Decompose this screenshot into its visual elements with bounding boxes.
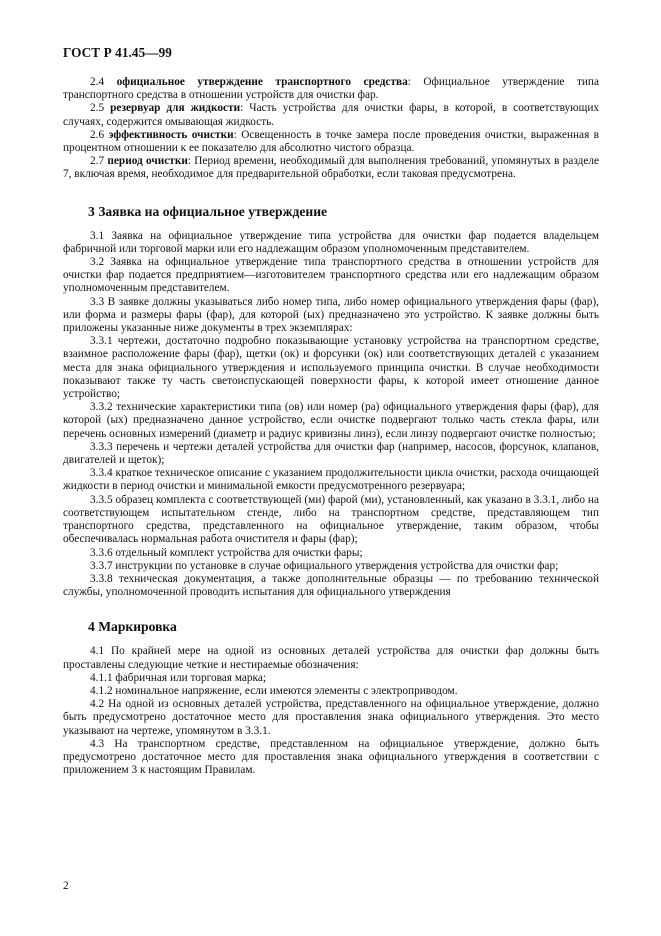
definition-text: : Освещенность в точке замера после проведения очистки, выраженная в процентном отношении к ее показателю для абсолютно чистого образца.	[63, 128, 600, 155]
clause-paragraph: 3.3.7 инструкции по установке в случае официального утверждения устройства для очистки фар;	[90, 559, 559, 572]
defined-term: эффективность очистки	[108, 128, 234, 141]
clause-paragraph: 3.3.5 образец комплекта с соответствующей (ми) фарой (ми), установленный, как указано в 3.3.1, либо на соответствующем испытательном стенде, либо на транспортном средстве, представляющем тип транспортного средства, представленного на официальное утверждение, таким образом, чтобы обеспечивалась нормальная работа очистителя и фары (фар);	[63, 493, 599, 546]
definition-text: : Период времени, необходимый для выполнения требований, упомянутых в разделе 7, включая время, необходимое для предварительной обработки, если таковая предусмотрена.	[63, 155, 599, 181]
clause-paragraph: 4.1.2 номинальное напряжение, если имеются элементы с электроприводом.	[90, 684, 458, 697]
document-body	[63, 76, 599, 777]
clause-paragraph: 4.1 По крайней мере на одной из основных деталей устройства для очистки фар должны быть проставлены следующие четкие и нестираемые обозначения:	[63, 645, 599, 671]
definition-paragraph	[63, 76, 599, 102]
clause-paragraph: 3.2 Заявка на официальное утверждение типа транспортного средства в отношении устройств для очистки фар подается предприятием—изготовителем транспортного средства или его надлежащим образом уполномоченным представителем.	[63, 256, 599, 295]
defined-term: официальное утверждение транспортного средства	[116, 76, 408, 88]
clause-paragraph: 3.3.4 краткое техническое описание с указанием продолжительности цикла очистки, расхода очищающей жидкости в период очистки и минимальной емкости предусмотренного резервуара;	[63, 467, 599, 493]
clause-paragraph: 3.1 Заявка на официальное утверждение типа устройства для очистки фар подается владельцем фабричной или торговой марки или его надлежащим образом уполномоченным представителем.	[63, 229, 599, 255]
section-2-items	[63, 76, 599, 182]
defined-term: период очистки	[107, 155, 188, 168]
document-header: ГОСТ Р 41.45—99	[63, 45, 172, 60]
definition-text: : Часть устройства для очистки фары, в которой, в соответствующих случаях, содержится омывающая жидкость.	[63, 102, 600, 128]
section-3-body	[63, 230, 599, 600]
clause-paragraph: 3.3.6 отдельный комплект устройства для очистки фары;	[90, 546, 363, 559]
clause-paragraph: 4.1.1 фабричная или торговая марка;	[90, 671, 267, 684]
clause-number: 2.4	[90, 76, 105, 88]
clause-paragraph: 4.2 На одной из основных деталей устройства, представленного на официальное утверждение, должно быть предусмотрено достаточное место для проставления знака официального утверждения. Это место указывают на чертеже, упомянутом в 3.3.1.	[63, 698, 599, 737]
clause-paragraph: 4.3 На транспортном средстве, представленном на официальное утверждение, должно быть предусмотрено достаточное место для проставления знака официального утверждения в соответствии с приложением 3 к настоящим Правилам.	[63, 737, 599, 777]
definition-text: : Официальное утверждение типа транспортного средства в отношении устройств для очистки фар.	[63, 76, 599, 102]
definition-paragraph	[63, 155, 599, 181]
clause-number: 2.6	[90, 128, 105, 141]
section-3-heading: 3 Заявка на официальное утверждение	[88, 203, 328, 219]
definition-paragraph	[63, 102, 599, 128]
clause-number: 2.7	[90, 155, 105, 168]
page-number: 2	[63, 880, 69, 892]
clause-paragraph: 3.3.1 чертежи, достаточно подробно показывающие установку устройства на транспортном средстве, взаимное расположение фары (фар), щетки (ок) и форсунки (ок) или соответствующих деталей с указанием места для знака официального утверждения и используемого принципа очистки. В случае необходимости показывают также ту часть светоиспускающей поверхности фары, к которой имеет отношение данное устройство;	[63, 335, 599, 401]
clause-paragraph: 3.3 В заявке должны указываться либо номер типа, либо номер официального утверждения фары (фар), или форма и размеры фары (фар), для которой (ых) предназначено это устройство. К заявке должны быть приложены указанные ниже документы в трех экземплярах:	[63, 295, 599, 335]
definition-paragraph	[63, 129, 599, 155]
clause-number: 2.5	[90, 102, 105, 115]
defined-term: резервуар для жидкости	[110, 102, 241, 115]
section-4-heading: 4 Маркировка	[88, 619, 177, 635]
clause-paragraph: 3.3.2 технические характеристики типа (ов) или номер (ра) официального утверждения фары (фар), для которой (ых) предназначено данное устройство, если очистке подвергают только часть стекла фары, или перечень основных измерений (диаметр и радиус кривизны линз), если линзу подвергают очистке полностью;	[63, 401, 599, 440]
clause-paragraph: 3.3.3 перечень и чертежи деталей устройства для очистки фар (например, насосов, форсунок, клапанов, двигателей и щеток);	[63, 440, 599, 467]
clause-paragraph: 3.3.8 техническая документация, а также дополнительные образцы — по требованию технической службы, уполномоченной проводить испытания для официального утверждения	[63, 572, 599, 599]
section-4-body	[63, 645, 599, 777]
